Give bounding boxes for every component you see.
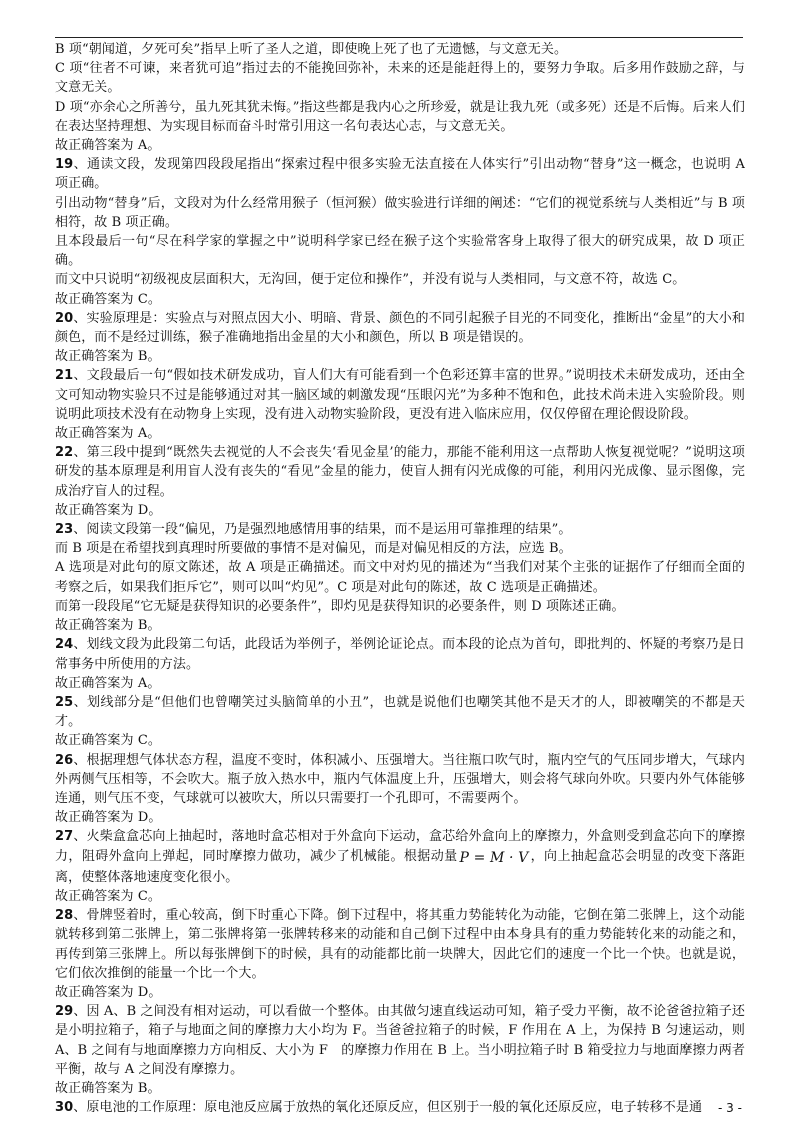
question-number: 19 xyxy=(55,157,74,173)
explanation-text: ，向上抽起盒芯会明显的改变下落距离，使整体落地速度变化很小。 xyxy=(55,848,745,885)
answer-line: 故正确答案为 B。 xyxy=(55,349,161,365)
explanation-line: A 选项是对此句的原文陈述，故 A 项是正确描述。而文中对灼见的描述为“当我们对某个主张的证据作了仔细而全面的考察之后，如果我们拒斥它”，则可以叫“灼见”。C 项是对此句的陈述，故 C 选项是正确描述。 xyxy=(55,560,745,595)
answer-line: 故正确答案为 B。 xyxy=(55,1080,161,1096)
answer-line: 故正确答案为 B。 xyxy=(55,618,161,634)
explanation-text: 、阅读文段第一段“偏见，乃是强烈地感情用事的结果，而不是运用可靠推理的结果”。 xyxy=(73,522,572,538)
explanation-text: 、第三段中提到“既然失去视觉的人不会丧失‘看见金星’的能力，那能不能利用这一点帮助人恢复视觉呢？”说明这项研发的基本原理是利用盲人没有丧失的“看见”金星的能力，使盲人拥有闪光成像的可能，利用闪光成像、显示图像，完成治疗盲人的过程。 xyxy=(55,445,745,499)
answer-line: 故正确答案为 D。 xyxy=(55,810,162,826)
paragraph: D 项“亦余心之所善兮，虽九死其犹未悔。”指这些都是我内心之所珍爱，就是让我九死（或多死）还是不后悔。后来人们在表达坚持理想、为实现目标而奋斗时常引用这一名句表达心志，与文意无关。 xyxy=(55,99,745,134)
answer-line: 故正确答案为 C。 xyxy=(55,733,161,749)
question-explanation xyxy=(55,366,745,424)
question-number: 22 xyxy=(55,445,74,461)
explanation-line: 且本段最后一句“尽在科学家的掌握之中”说明科学家已经在猴子这个实验常客身上取得了很大的研究成果，故 D 项正确。 xyxy=(55,234,745,269)
momentum-formula: P = M · V xyxy=(459,849,529,866)
explanation-text: 、文段最后一句“假如技术研发成功，盲人们大有可能看到一个色彩还算丰富的世界。”说明技术未研发成功，还由全文可知动物实验只不过是能够通过对其一脑区域的刺激发现“压眼闪光”为多种不饱和色，此技术尚未进入实验阶段。则说明此项技术没有在动物身上实现，没有进入动物实验阶段，更没有进入临床应用，仅仅停留在理论假设阶段。 xyxy=(55,368,745,422)
answer-explanations xyxy=(55,40,745,1117)
question-number: 27 xyxy=(55,829,74,845)
answer-line: 故正确答案为 A。 xyxy=(55,675,161,691)
explanation-line: 而文中只说明“初级视皮层面积大，无沟回，便于定位和操作”，并没有说与人类相同，与文意不符，故选 C。 xyxy=(55,272,686,288)
explanation-text: 、根据理想气体状态方程，温度不变时，体积减小、压强增大。当往瓶口吹气时，瓶内空气的气压同步增大，气球内外两侧气压相等，不会吹大。瓶子放入热水中，瓶内气体温度上升，压强增大，则会将气球向外吹。只要内外气体能够连通，则气压不变，气球就可以被吹大，所以只需要打一个孔即可，不需要两个。 xyxy=(55,752,745,806)
explanation-text: 、通读文段，发现第四段段尾指出“探索过程中很多实验无法直接在人体实行”引出动物“替身”这一概念，也说明 A 项正确。 xyxy=(55,157,745,192)
question-number: 30 xyxy=(55,1100,74,1116)
paragraph: 故正确答案为 A。 xyxy=(55,138,161,154)
answer-line: 故正确答案为 D。 xyxy=(55,502,162,518)
question-explanation xyxy=(55,1002,745,1079)
explanation-line: 引出动物“替身”后，文段对为什么经常用猴子（恒河猴）做实验进行详细的阐述：“它们的视觉系统与人类相近”与 B 项相符，故 B 项正确。 xyxy=(55,195,745,230)
explanation-line: 而 B 项是在希望找到真理时所要做的事情不是对偏见，而是对偏见相反的方法，应选 B。 xyxy=(55,541,572,557)
question-explanation xyxy=(55,693,745,731)
question-number: 26 xyxy=(55,752,74,768)
question-explanation xyxy=(55,1098,745,1117)
answer-line: 故正确答案为 A。 xyxy=(55,426,161,442)
answer-line: 故正确答案为 D。 xyxy=(55,984,162,1000)
question-explanation xyxy=(55,635,745,673)
question-number: 21 xyxy=(55,368,74,384)
question-number: 25 xyxy=(55,694,74,710)
explanation-text: 、骨牌竖着时，重心较高，倒下时重心下降。倒下过程中，将其重力势能转化为动能，它倒在第二张牌上，这个动能就转移到第二张牌上，第二张牌将第一张牌转移来的动能和自己倒下过程中由本身具有的重力势能转化来的动能之和，再传到第三张牌上。所以每张牌倒下的时候，具有的动能都比前一块牌大，因此它们的速度一个比一个快。也就是说，它们依次推倒的能量一个比一个大。 xyxy=(55,908,745,981)
explanation-text: 、火柴盒盒芯向上抽起时，落地时盒芯相对于外盒向下运动，盒芯给外盒向上的摩擦力，外盒则受到盒芯向下的摩擦力，阻碍外盒向上弹起，同时摩擦力做功，减少了机械能。根据动量 xyxy=(55,829,745,864)
explanation-text: 、划线文段为此段第二句话，此段话为举例子，举例论证论点。而本段的论点为首句，即批判的、怀疑的考察乃是日常事务中所使用的方法。 xyxy=(55,637,745,672)
question-number: 28 xyxy=(55,908,74,924)
question-explanation xyxy=(55,520,745,539)
question-number: 23 xyxy=(55,522,74,538)
explanation-text: 、因 A、B 之间没有相对运动，可以看做一个整体。由其做匀速直线运动可知，箱子受力平衡，故不论爸爸拉箱子还是小明拉箱子，箱子与地面之间的摩擦力大小均为 F。当爸爸拉箱子的时候，F 作用在 A 上，为保持 B 匀速运动，则 A、B 之间有与地面摩擦力方向相反、大小为 F 的摩擦力作用在 B 上。当小明拉箱子时 B 箱受拉力与地面摩擦力两者平衡，故与 A 之间没有摩擦力。 xyxy=(55,1004,745,1077)
question-number: 24 xyxy=(55,637,74,653)
paragraph: C 项“往者不可谏，来者犹可追”指过去的不能挽回弥补，未来的还是能赶得上的，要努力争取。后多用作鼓励之辞，与文意无关。 xyxy=(55,61,745,96)
question-explanation xyxy=(55,827,745,887)
question-explanation xyxy=(55,906,745,983)
explanation-line: 而第一段段尾“它无疑是获得知识的必要条件”，即灼见是获得知识的必要条件，则 D 项陈述正确。 xyxy=(55,598,625,614)
page-number: - 3 - xyxy=(718,1101,742,1115)
answer-line: 故正确答案为 C。 xyxy=(55,888,161,904)
explanation-text: 、划线部分是“但他们也曾嘲笑过头脑简单的小丑”，也就是说他们也嘲笑其他不是天才的人，即被嘲笑的不都是天才。 xyxy=(55,694,745,730)
answer-line: 故正确答案为 C。 xyxy=(55,291,161,307)
question-explanation xyxy=(55,751,745,809)
explanation-text: 、实验原理是：实验点与对照点因大小、明暗、背景、颜色的不同引起猴子目光的不同变化，推断出“金星”的大小和颜色，而不是经过训练，猴子准确地指出金星的大小和颜色，所以 B 项是错误的。 xyxy=(55,310,745,346)
question-explanation xyxy=(55,443,745,501)
question-number: 29 xyxy=(55,1004,74,1020)
question-explanation xyxy=(55,155,745,193)
paragraph: B 项“朝闻道，夕死可矣”指早上听了圣人之道，即使晚上死了也了无遗憾，与文意无关。 xyxy=(55,42,568,57)
header-rule xyxy=(55,37,743,38)
explanation-text: 、原电池的工作原理：原电池反应属于放热的氧化还原反应，但区别于一般的氧化还原反应，电子转移不是通 xyxy=(73,1100,703,1116)
question-number: 20 xyxy=(55,310,74,326)
question-explanation xyxy=(55,309,745,347)
